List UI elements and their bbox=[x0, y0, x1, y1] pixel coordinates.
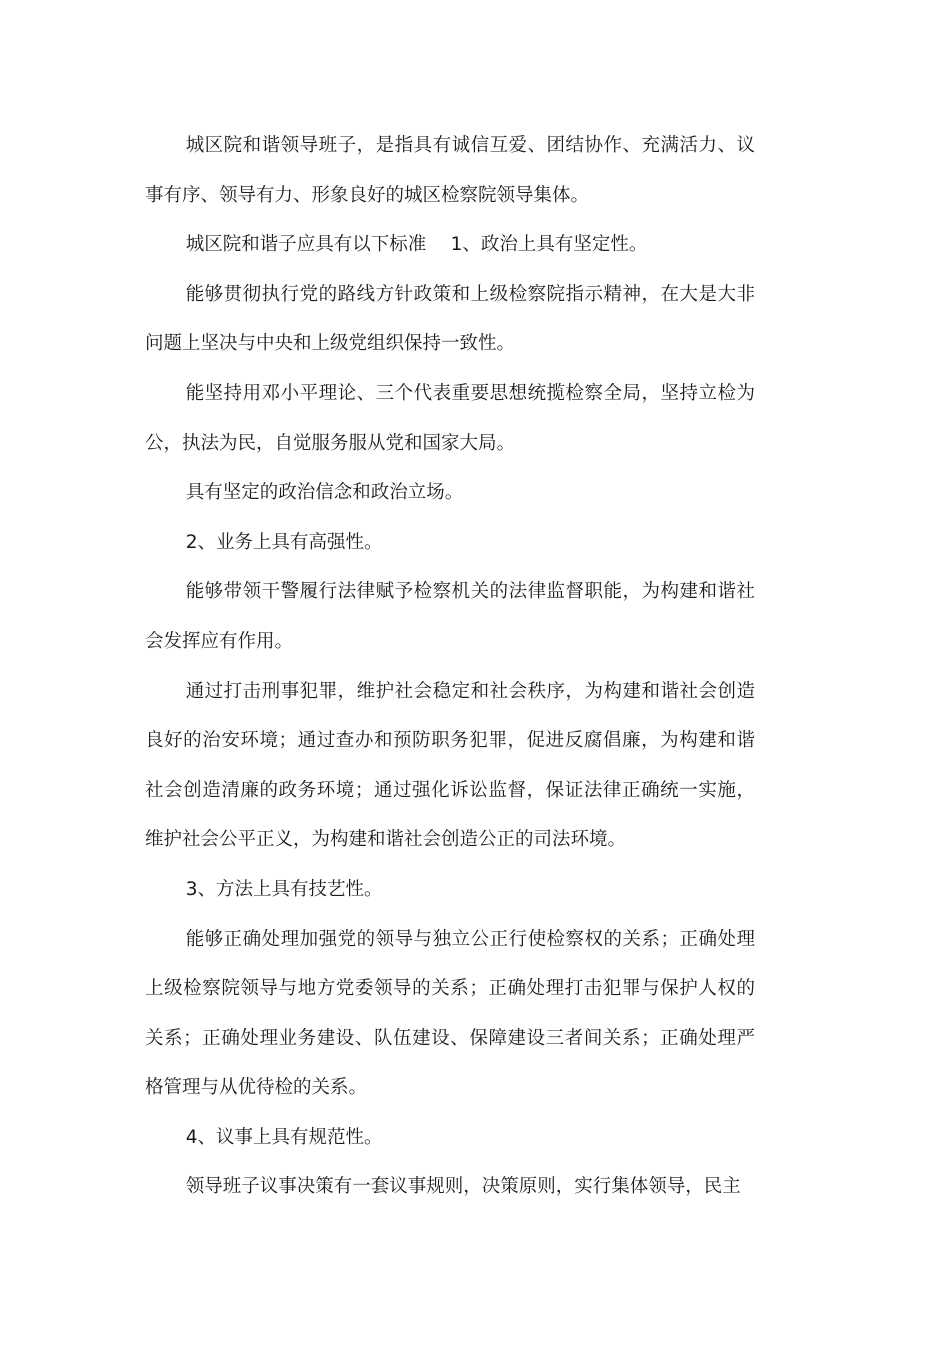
section-heading-4: 4、议事上具有规范性。 bbox=[185, 1126, 383, 1148]
paragraph-10: 能够正确处理加强党的领导与独立公正行使检察权的关系；正确处理上级检察院领导与地方党委领导的关系；正确处理打击犯罪与保护人权的关系；正确处理业务建设、队伍建设、保障建设三者间关系；正确处理严格管理与从优待检的关系。 bbox=[145, 928, 755, 1099]
paragraph-8: 通过打击刑事犯罪，维护社会稳定和社会秩序，为构建和谐社会创造良好的治安环境；通过查办和预防职务犯罪，促进反腐倡廉，为构建和谐社会创造清廉的政务环境；通过强化诉讼监督，保证法律正确统一实施，维护社会公平正义，为构建和谐社会创造公正的司法环境。 bbox=[145, 680, 755, 851]
section-heading-3: 3、方法上具有技艺性。 bbox=[185, 878, 383, 900]
document-body bbox=[145, 121, 755, 1212]
paragraph-2: 城区院和谐子应具有以下标准 1、政治上具有坚定性。 bbox=[185, 234, 648, 256]
paragraph-5: 具有坚定的政治信念和政治立场。 bbox=[185, 482, 464, 504]
section-heading-2: 2、业务上具有高强性。 bbox=[185, 531, 383, 553]
paragraph-3: 能够贯彻执行党的路线方针政策和上级检察院指示精神，在大是大非问题上坚决与中央和上级党组织保持一致性。 bbox=[145, 283, 755, 355]
paragraph-7: 能够带领干警履行法律赋予检察机关的法律监督职能，为构建和谐社会发挥应有作用。 bbox=[145, 581, 755, 652]
paragraph-12: 领导班子议事决策有一套议事规则，决策原则，实行集体领导，民主 bbox=[185, 1176, 741, 1198]
paragraph-1: 城区院和谐领导班子，是指具有诚信互爱、团结协作、充满活力、议事有序、领导有力、形象良好的城区检察院领导集体。 bbox=[145, 135, 755, 206]
paragraph-4: 能坚持用邓小平理论、三个代表重要思想统揽检察全局，坚持立检为公，执法为民，自觉服务服从党和国家大局。 bbox=[145, 382, 755, 454]
